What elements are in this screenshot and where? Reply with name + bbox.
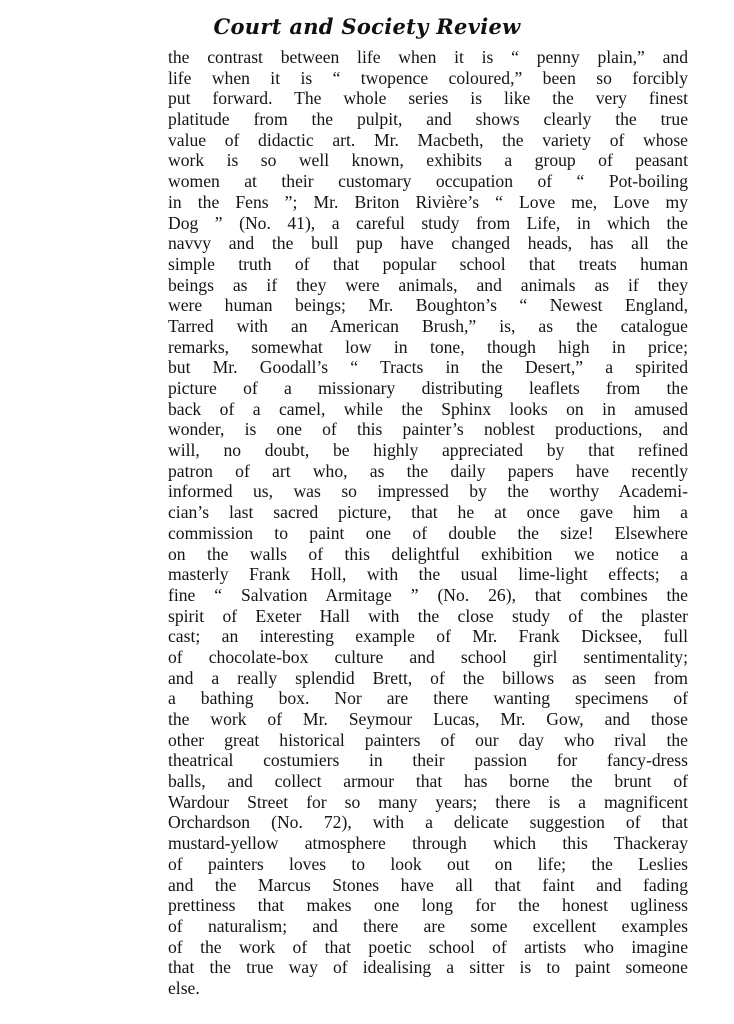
article-line: theatrical costumiers in their passion for fancy-dress	[168, 750, 688, 771]
article-line: prettiness that makes one long for the honest ugliness	[168, 895, 688, 916]
article-line: of the work of that poetic school of artists who imagine	[168, 936, 688, 957]
article-line: spirit of Exeter Hall with the close study of the plaster	[168, 605, 688, 626]
article-line: back of a camel, while the Sphinx looks on in amused	[168, 398, 688, 419]
article-line: women at their customary occupation of “ Pot-boiling	[168, 171, 688, 192]
article-body	[168, 47, 688, 999]
article-line: work is so well known, exhibits a group of peasant	[168, 150, 688, 171]
article-line: put forward. The whole series is like the very finest	[168, 88, 688, 109]
article-line: commission to paint one of double the size! Elsewhere	[168, 522, 688, 543]
article-line: fine “ Salvation Armitage ” (No. 26), that combines the	[168, 584, 688, 605]
article-line: the work of Mr. Seymour Lucas, Mr. Gow, and those	[168, 709, 688, 729]
article-line: but Mr. Goodall’s “ Tracts in the Desert,” a spirited	[168, 357, 688, 378]
article-line: that the true way of idealising a sitter is to paint someone	[168, 957, 688, 978]
article-line: patron of art who, as the daily papers have recently	[168, 460, 688, 481]
article-line: and the Marcus Stones have all that faint and fading	[168, 874, 688, 895]
article-line: in the Fens ”; Mr. Briton Rivière’s “ Love me, Love my	[168, 191, 688, 212]
article-line: simple truth of that popular school that treats human	[168, 253, 688, 274]
article-line: of chocolate-box culture and school girl sentimentality;	[168, 646, 688, 667]
article-line: a bathing box. Nor are there wanting specimens of	[168, 688, 688, 709]
article-line: cian’s last sacred picture, that he at once gave him a	[168, 502, 688, 523]
article-line: mustard-yellow atmosphere through which this Thackeray	[168, 833, 688, 854]
article-line: were human beings; Mr. Boughton’s “ Newest England,	[168, 295, 688, 316]
article-line: Wardour Street for so many years; there is a magnificent	[168, 791, 688, 812]
article-line: Tarred with an American Brush,” is, as the catalogue	[168, 315, 688, 336]
article-line: wonder, is one of this painter’s noblest productions, and	[168, 419, 688, 440]
article-line: life when it is “ twopence coloured,” been so forcibly	[168, 67, 688, 88]
article-line: of painters loves to look out on life; the Leslies	[168, 853, 688, 874]
article-line: navvy and the bull pup have changed heads, has all the	[168, 233, 688, 254]
article-line: will, no doubt, be highly appreciated by that refined	[168, 440, 688, 461]
article-line: picture of a missionary distributing leaflets from the	[168, 378, 688, 398]
article-line: the contrast between life when it is “ penny plain,” and	[168, 47, 688, 67]
article-line: beings as if they were animals, and animals as if they	[168, 274, 688, 295]
article-line: value of didactic art. Mr. Macbeth, the variety of whose	[168, 129, 688, 150]
article-line: else.	[168, 977, 200, 998]
running-header: Court and Society Review	[213, 14, 521, 39]
article-line: Dog ” (No. 41), a careful study from Life, in which the	[168, 212, 688, 233]
article-line: masterly Frank Holl, with the usual lime-light effects; a	[168, 564, 688, 585]
article-line: remarks, somewhat low in tone, though high in price;	[168, 336, 688, 357]
article-line: cast; an interesting example of Mr. Frank Dicksee, full	[168, 626, 688, 647]
article-line: and a really splendid Brett, of the billows as seen from	[168, 667, 688, 688]
article-line: Orchardson (No. 72), with a delicate suggestion of that	[168, 812, 688, 833]
article-line: balls, and collect armour that has borne the brunt of	[168, 771, 688, 792]
article-line: of naturalism; and there are some excellent examples	[168, 915, 688, 936]
article-line: informed us, was so impressed by the worthy Academi-	[168, 481, 688, 502]
article-line: other great historical painters of our day who rival the	[168, 729, 688, 750]
article-line: platitude from the pulpit, and shows clearly the true	[168, 109, 688, 130]
article-line: on the walls of this delightful exhibition we notice a	[168, 543, 688, 564]
